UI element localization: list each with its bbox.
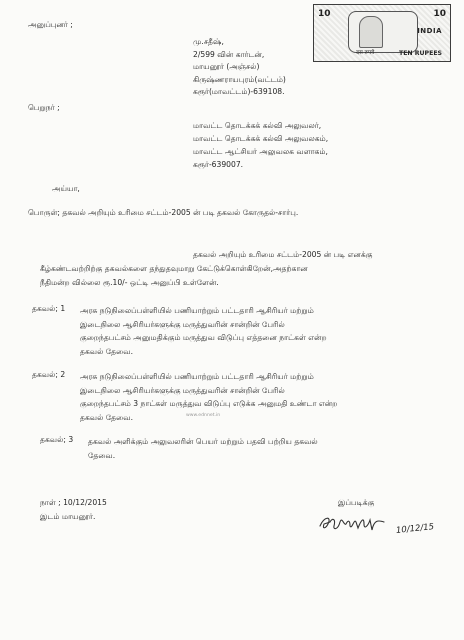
stamp-ten-rupees: TEN RUPEES xyxy=(398,49,442,57)
recipient-line: மாவட்ட தொடக்கக் கல்வி அலுவலர், xyxy=(193,121,322,130)
salutation: அய்யா, xyxy=(52,184,80,193)
national-emblem-icon xyxy=(359,16,383,48)
stamp-country: INDIA xyxy=(417,27,442,35)
query-line: இடைநிலை ஆசிரியர்களுக்கு மருத்துவரின் சான்றின் பேரில் xyxy=(80,385,285,395)
recipient-line: மாவட்ட ஆட்சியர் அலுவலக வளாகம், xyxy=(193,147,328,156)
query-text xyxy=(88,435,318,463)
signature-icon xyxy=(318,512,388,538)
query-label: தகவல்; 1 xyxy=(32,304,66,313)
court-fee-stamp xyxy=(313,4,451,62)
recipient-line: மாவட்ட தொடக்கக் கல்வி அலுவலகம், xyxy=(193,134,329,143)
sender-address xyxy=(193,36,286,99)
body-line: நீதிமன்ற வில்லை ரூ.10/- ஒட்டி அனுப்பி உள்ளேன். xyxy=(40,278,219,287)
query-line: தகவல் அளிக்கும் அலுவலரின் பெயர் மற்றும் பதவி பற்றிய தகவல் xyxy=(88,437,318,446)
sender-line: கரூர்(மாவட்டம்)-639108. xyxy=(193,87,285,96)
sender-label: அனுப்புனர் ; xyxy=(28,20,73,29)
stamp-center-panel xyxy=(348,11,418,53)
query-line: அரசு நடுநிலைப்பள்ளியில் பணியாற்றும் பட்டதாரி ஆசிரியர் மற்றும் xyxy=(80,372,314,381)
subject: பொருள்; தகவல் அறியும் உரிமை சட்டம்-2005 ன் படி தகவல் கோருதல்-சார்பு. xyxy=(28,208,299,217)
sender-line: மாயனூர் (அஞ்சல்) xyxy=(193,62,260,71)
body-line: தகவல் அறியும் உரிமை சட்டம்-2005 ன் படி எனக்கு xyxy=(193,250,373,259)
letter-place: இடம் மாயனூர். xyxy=(40,512,96,521)
recipient-label: பெறுநர் ; xyxy=(28,103,60,112)
query-label: தகவல்; 3 xyxy=(40,435,74,444)
query-line: இடைநிலை ஆசிரியர்களுக்கு மருத்துவரின் சான்றின் பேரில் xyxy=(80,319,285,329)
signature-date: 10/12/15 xyxy=(395,522,435,536)
query-line: தகவல் தேவை. xyxy=(80,412,133,422)
query-line: குறைந்தபட்சம் 3 நாட்கள் மருத்துவ விடுப்பு எடுக்க அனுமதி உண்டா என்ற xyxy=(80,399,338,408)
stamp-value-right: 10 xyxy=(433,9,446,19)
sender-line: கிருஷ்ணராயபுரம்(வட்டம்) xyxy=(193,74,286,84)
query-line: தகவல் தேவை. xyxy=(80,346,133,356)
watermark: www.ednnet.in xyxy=(186,413,221,418)
sender-line: மு.சதீஷ், xyxy=(193,37,224,46)
stamp-value-left: 10 xyxy=(318,9,331,19)
letter-date: நாள் ; 10/12/2015 xyxy=(40,498,107,507)
body-line: கீழ்கண்டவற்றிற்கு தகவல்களை தந்துதவுமாறு கேட்டுக்கொள்கிறேன்,அதற்கான xyxy=(40,264,308,273)
closing: இப்படிக்கு xyxy=(338,498,375,507)
query-line: குறைந்தபட்சம் அனுமதிக்கும் மருத்துவ விடுப்பு எத்தனை நாட்கள் என்ற xyxy=(80,333,327,342)
recipient-line: கரூர்-639007. xyxy=(193,160,244,169)
query-label: தகவல்; 2 xyxy=(32,370,66,379)
sender-line: 2/599 வின் கார்டன், xyxy=(193,49,265,59)
stamp-hindi-value: दस रुपये xyxy=(356,50,375,57)
query-line: தேவை. xyxy=(88,451,116,460)
recipient-address xyxy=(193,119,328,171)
query-line: அரசு நடுநிலைப்பள்ளியில் பணியாற்றும் பட்டதாரி ஆசிரியர் மற்றும் xyxy=(80,306,314,315)
query-text xyxy=(80,304,327,358)
